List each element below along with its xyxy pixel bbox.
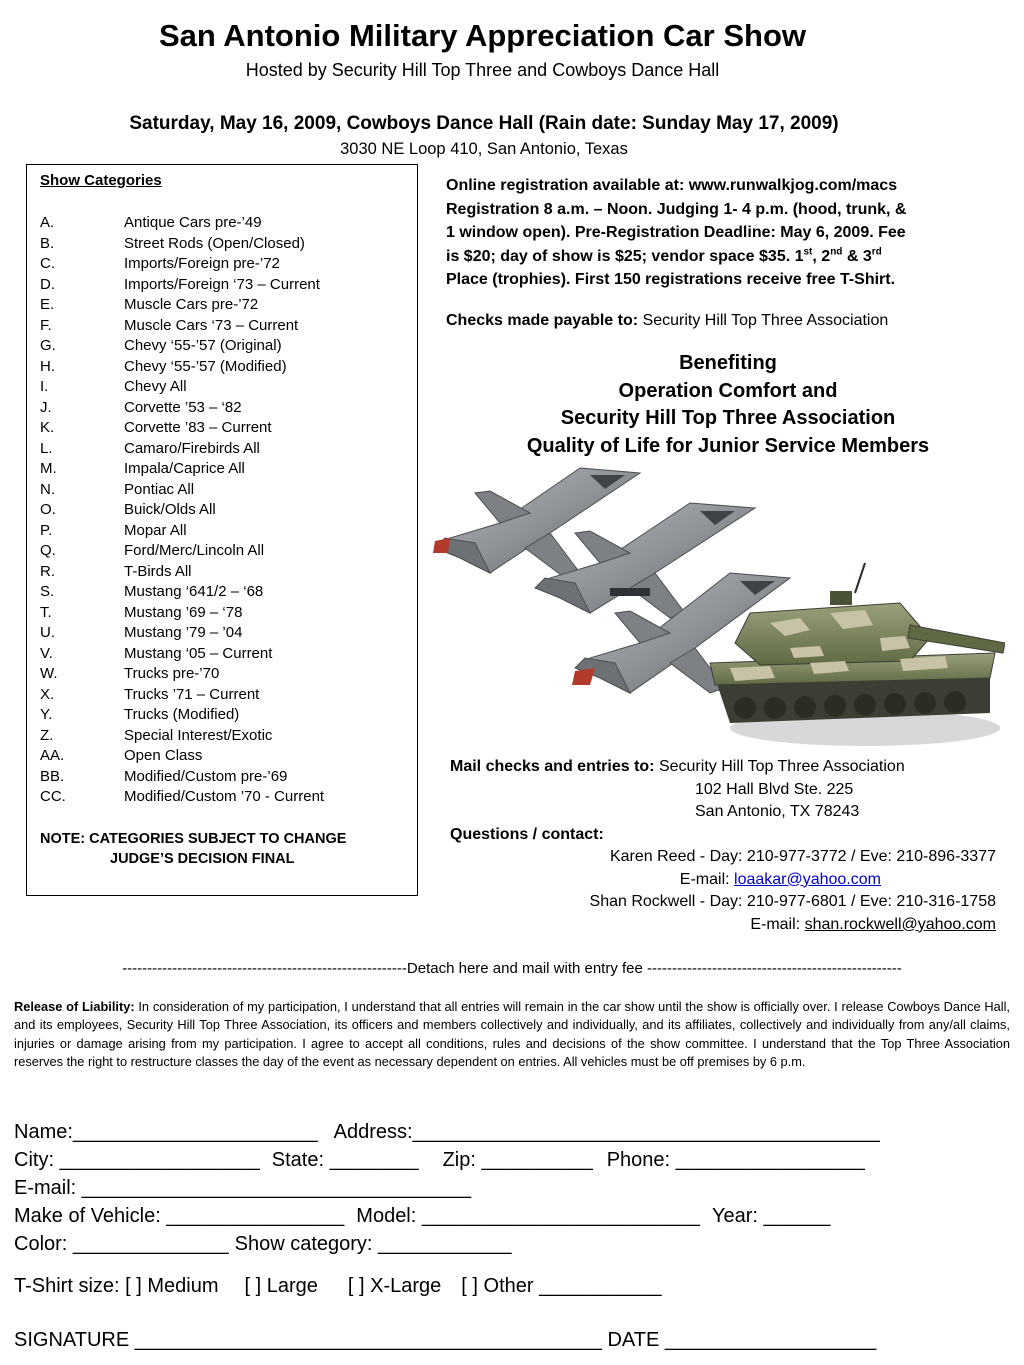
vehicle-make-field[interactable]: Make of Vehicle: ________________ xyxy=(14,1205,345,1227)
mail-street: 102 Hall Blvd Ste. 225 xyxy=(695,780,854,798)
category-item xyxy=(40,213,410,234)
contact-1-phones: Karen Reed - Day: 210-977-3772 / Eve: 210-896-3377 xyxy=(609,848,996,865)
category-label: Open Class xyxy=(124,747,203,764)
category-letter: U. xyxy=(40,624,55,641)
category-label: Mustang ’69 – ‘78 xyxy=(124,603,243,621)
category-item xyxy=(40,541,410,562)
category-label: T-Birds All xyxy=(124,562,192,580)
contact-2-email-line xyxy=(430,914,996,937)
contact-2-email-link[interactable]: shan.rockwell@yahoo.com xyxy=(804,915,996,933)
category-label: Corvette ’83 – Current xyxy=(124,419,272,436)
category-label: Modified/Custom pre-’69 xyxy=(124,767,288,785)
deadline-line: 1 window open). Pre-Registration Deadline: May 6, 2009. Fee xyxy=(446,224,906,241)
category-letter: T. xyxy=(40,603,52,621)
category-label: Trucks (Modified) xyxy=(124,706,240,723)
category-item xyxy=(40,398,410,419)
category-item xyxy=(40,521,410,542)
event-address-line: 3030 NE Loop 410, San Antonio, Texas xyxy=(340,140,628,158)
category-letter: V. xyxy=(40,644,53,662)
benefiting-block xyxy=(440,350,1016,460)
category-item xyxy=(40,767,410,788)
ordinal-nd: nd xyxy=(830,246,843,258)
category-label: Chevy ‘55-’57 (Original) xyxy=(124,337,282,354)
show-category-field[interactable]: Show category: ____________ xyxy=(234,1233,512,1255)
signature-row xyxy=(14,1326,876,1354)
questions-label: Questions / contact: xyxy=(450,826,604,843)
category-item xyxy=(40,705,410,726)
beneficiary-line: Quality of Life for Junior Service Members xyxy=(526,434,930,457)
page-title: San Antonio Military Appreciation Car Show xyxy=(158,18,807,53)
categories-note: NOTE: CATEGORIES SUBJECT TO CHANGE xyxy=(40,831,347,847)
vehicle-model-field[interactable]: Model: _________________________ xyxy=(356,1205,700,1227)
category-letter: R. xyxy=(40,562,55,580)
checks-payable-line xyxy=(446,310,888,332)
category-item xyxy=(40,234,410,255)
detach-line: ---------------------------------------------------------Detach here and mail with entry fee --------------------------------------------------- xyxy=(122,960,902,977)
category-item xyxy=(40,664,410,685)
category-label: Ford/Merc/Lincoln All xyxy=(124,542,265,559)
category-letter: K. xyxy=(40,419,55,436)
page-subtitle: Hosted by Security Hill Top Three and Cowboys Dance Hall xyxy=(245,60,720,80)
online-registration-line: Online registration available at: www.runwalkjog.com/macs xyxy=(446,177,898,194)
category-letter: Z. xyxy=(40,726,54,744)
category-item xyxy=(40,787,410,808)
registration-time-line: Registration 8 a.m. – Noon. Judging 1- 4 p.m. (hood, trunk, & xyxy=(446,200,907,218)
category-label: Buick/Olds All xyxy=(124,501,216,518)
tshirt-other-checkbox[interactable]: [ ] Other ___________ xyxy=(461,1275,662,1297)
category-item xyxy=(40,746,410,767)
category-letter: AA. xyxy=(40,747,65,764)
category-label: Antique Cars pre-’49 xyxy=(124,214,262,231)
category-label: Special Interest/Exotic xyxy=(124,726,273,744)
category-letter: M. xyxy=(40,460,57,477)
email-label: E-mail: xyxy=(679,870,735,888)
form-row xyxy=(14,1230,1014,1258)
tshirt-size-label: T-Shirt size: xyxy=(14,1275,120,1297)
category-letter: I. xyxy=(40,378,49,395)
tshirt-large-checkbox[interactable]: [ ] Large xyxy=(244,1275,318,1297)
mail-city: San Antonio, TX 78243 xyxy=(695,803,860,820)
category-label: Camaro/Firebirds All xyxy=(124,439,260,457)
mailing-info xyxy=(450,756,1015,824)
event-date-line: Saturday, May 16, 2009, Cowboys Dance Hall (Rain date: Sunday May 17, 2009) xyxy=(129,113,839,134)
form-row xyxy=(14,1146,1014,1174)
category-item xyxy=(40,459,410,480)
category-label: Chevy ‘55-’57 (Modified) xyxy=(124,357,287,375)
category-item xyxy=(40,275,410,296)
form-row xyxy=(14,1202,1014,1230)
category-item xyxy=(40,623,410,644)
fee-text: & 3 xyxy=(842,247,872,265)
city-field[interactable]: City: __________________ xyxy=(14,1149,260,1171)
tshirt-size-row xyxy=(14,1272,661,1300)
contact-1-email-link[interactable]: loaakar@yahoo.com xyxy=(734,870,881,888)
category-item xyxy=(40,418,410,439)
judges-decision-note: JUDGE’S DECISION FINAL xyxy=(110,851,295,867)
category-label: Imports/Foreign ‘73 – Current xyxy=(124,275,320,293)
address-field[interactable]: Address:__________________________________________ xyxy=(333,1121,880,1143)
form-row xyxy=(14,1174,1014,1202)
category-letter: J. xyxy=(40,398,52,416)
category-letter: Y. xyxy=(40,706,53,723)
phone-field[interactable]: Phone: _________________ xyxy=(606,1149,865,1171)
category-letter: P. xyxy=(40,521,53,539)
category-item xyxy=(40,254,410,275)
category-letter: O. xyxy=(40,501,56,518)
category-label: Trucks pre-’70 xyxy=(124,665,220,682)
form-row xyxy=(14,1118,1014,1146)
category-label: Mustang ‘641/2 – ‘68 xyxy=(124,583,264,600)
category-item xyxy=(40,603,410,624)
category-label: Corvette ’53 – ‘82 xyxy=(124,398,242,416)
category-label: Mopar All xyxy=(124,521,187,539)
zip-field[interactable]: Zip: __________ xyxy=(442,1149,593,1171)
category-item xyxy=(40,685,410,706)
vehicle-color-field[interactable]: Color: ______________ xyxy=(14,1233,229,1255)
release-text: In consideration of my participation, I understand that all entries will remain in the car show until the show is officially over. I release Cowboys Dance Hall, and its employees, Security Hill Top Three Association, its officers and members collectively and individually, and its affiliates, collectively and individually from any/all claims, injuries or damage arising from my participation. I agree to accept all conditions, rules and decisions of the show committee. I understand that the Top Three Association reserves the right to restructure classes the day of the event as necessary dependent on entries. All vehicles must be off premises by 6 p.m. xyxy=(14,999,1010,1069)
trophies-line: Place (trophies). First 150 registrations receive free T-Shirt. xyxy=(446,271,896,288)
category-letter: S. xyxy=(40,583,55,600)
mail-recipient: Security Hill Top Three Association xyxy=(654,758,905,775)
category-letter: X. xyxy=(40,685,55,703)
category-letter: C. xyxy=(40,255,55,272)
category-letter: A. xyxy=(40,214,55,231)
category-label: Mustang ‘05 – Current xyxy=(124,644,273,662)
checks-label: Checks made payable to: xyxy=(446,312,639,329)
category-item xyxy=(40,357,410,378)
category-item xyxy=(40,295,410,316)
name-field[interactable]: Name:______________________ xyxy=(14,1121,318,1143)
release-label: Release of Liability: xyxy=(14,999,135,1014)
category-label: Chevy All xyxy=(124,378,187,395)
categories-heading: Show Categories xyxy=(40,172,162,189)
military-illustration xyxy=(430,463,1005,763)
contact-2-phones: Shan Rockwell - Day: 210-977-6801 / Eve: 210-316-1758 xyxy=(589,893,996,910)
benefiting-heading: Benefiting xyxy=(679,352,777,374)
category-item xyxy=(40,582,410,603)
category-label: Pontiac All xyxy=(124,480,195,498)
category-item xyxy=(40,439,410,460)
tshirt-medium-checkbox[interactable]: [ ] Medium xyxy=(125,1275,219,1297)
checks-payee: Security Hill Top Three Association xyxy=(638,312,889,329)
category-letter: CC. xyxy=(40,788,66,805)
contact-1-email-line xyxy=(430,869,996,892)
category-letter: B. xyxy=(40,234,55,252)
signature-field[interactable]: SIGNATURE __________________________________________ xyxy=(14,1329,602,1351)
category-item xyxy=(40,500,410,521)
category-letter: D. xyxy=(40,275,55,293)
email-label: E-mail: xyxy=(750,915,805,933)
category-letter: N. xyxy=(40,480,55,498)
beneficiary-line: Security Hill Top Three Association xyxy=(560,407,896,429)
category-label: Trucks ’71 – Current xyxy=(124,685,260,703)
category-list xyxy=(40,213,410,808)
category-label: Muscle Cars ‘73 – Current xyxy=(124,316,299,334)
category-letter: W. xyxy=(40,665,58,682)
category-item xyxy=(40,377,410,398)
category-letter: Q. xyxy=(40,542,56,559)
category-label: Street Rods (Open/Closed) xyxy=(124,234,305,252)
category-label: Muscle Cars pre-’72 xyxy=(124,296,259,313)
fee-text: , 2 xyxy=(812,247,831,265)
category-item xyxy=(40,562,410,583)
contact-info xyxy=(430,846,996,936)
date-field[interactable]: DATE ___________________ xyxy=(607,1329,877,1351)
ordinal-st: st xyxy=(803,246,813,258)
fee-line xyxy=(446,245,1006,269)
fee-text: is $20; day of show is $25; vendor space $35. 1 xyxy=(446,247,804,265)
mail-address-line xyxy=(450,756,1015,779)
release-of-liability xyxy=(14,998,1010,1071)
category-item xyxy=(40,316,410,337)
category-label: Modified/Custom ’70 - Current xyxy=(124,788,325,805)
mail-label: Mail checks and entries to: xyxy=(450,758,655,775)
category-label: Imports/Foreign pre-’72 xyxy=(124,255,280,272)
category-item xyxy=(40,726,410,747)
category-item xyxy=(40,480,410,501)
category-letter: E. xyxy=(40,296,55,313)
ordinal-rd: rd xyxy=(871,246,882,258)
category-item xyxy=(40,644,410,665)
category-letter: L. xyxy=(40,439,53,457)
category-item xyxy=(40,336,410,357)
registration-info xyxy=(446,174,1006,292)
tshirt-xlarge-checkbox[interactable]: [ ] X-Large xyxy=(347,1275,442,1297)
email-field[interactable]: E-mail: ___________________________________ xyxy=(14,1177,472,1199)
category-label: Impala/Caprice All xyxy=(124,460,245,477)
category-letter: H. xyxy=(40,357,55,375)
beneficiary-line: Operation Comfort and xyxy=(618,379,838,402)
category-letter: F. xyxy=(40,316,52,334)
category-letter: BB. xyxy=(40,767,65,785)
category-letter: G. xyxy=(40,337,56,354)
vehicle-year-field[interactable]: Year: ______ xyxy=(711,1205,831,1227)
entry-form xyxy=(14,1118,1014,1258)
category-label: Mustang ’79 – ’04 xyxy=(124,624,243,641)
state-field[interactable]: State: ________ xyxy=(271,1149,419,1171)
